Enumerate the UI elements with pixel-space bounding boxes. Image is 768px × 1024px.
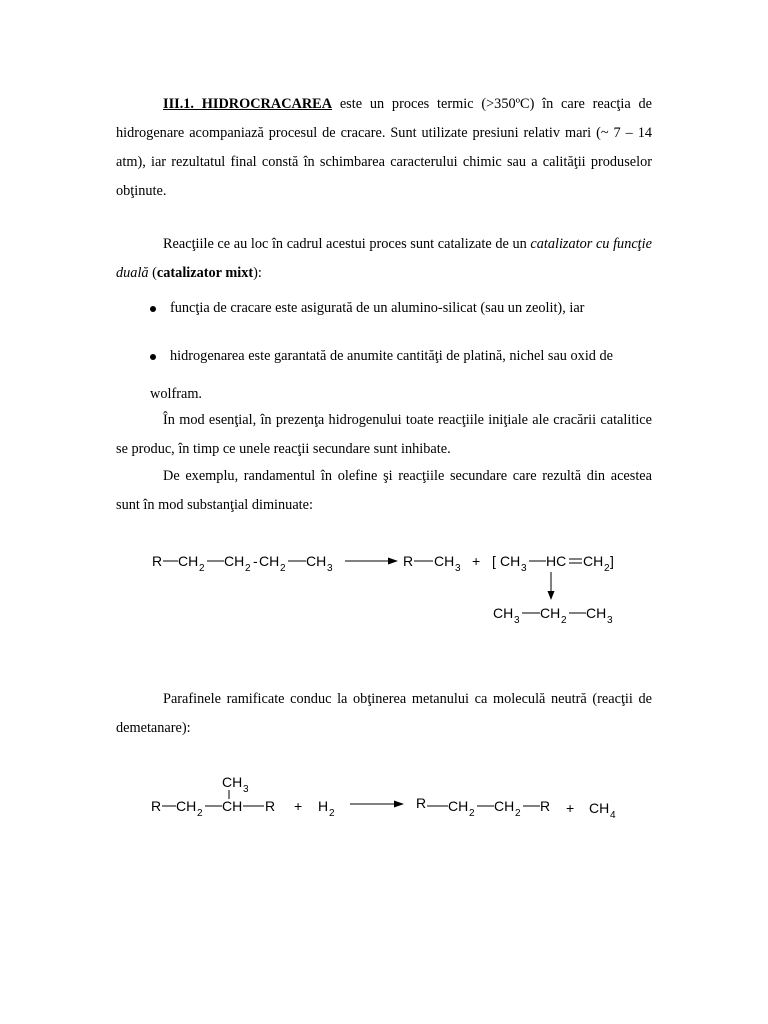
plus-sign: + [472, 553, 481, 569]
paragraph-catalysts [116, 230, 652, 288]
paragraph-text: ( [148, 265, 157, 281]
group-label: CH [583, 553, 604, 569]
group-label: CH [176, 798, 197, 814]
subscript: 2 [197, 808, 203, 819]
paragraph-example: De exemplu, randamentul în olefine şi reacţiile secundare care rezultă din acestea sunt în mod substanţial diminuate: [116, 468, 652, 513]
subscript: 2 [515, 808, 521, 819]
subscript: 3 [514, 615, 520, 626]
atom-label: R [152, 553, 163, 569]
group-label: CH [589, 800, 610, 816]
reaction-scheme-demethanation [0, 765, 768, 825]
subscript: 3 [327, 563, 333, 574]
atom-label: R [151, 798, 162, 814]
paragraph-text: ): [253, 265, 262, 281]
bond-dash: - [253, 553, 258, 569]
italic-term: catalizator cu funcţie duală [116, 236, 652, 281]
section-title: III.1. HIDROCRACAREA [163, 96, 333, 112]
group-label: CH [222, 774, 243, 790]
bullet-icon [150, 306, 156, 312]
paragraph-text: este un proces termic (>350ºC) în care reacţia de hidrogenare acompaniază procesul de cracare. Sunt utilizate presiuni relativ mari (~ 7 – 14 atm), iar rezultatul final constă în schimbarea caracterului chimic sau a calităţii produselor obţinute. [116, 96, 652, 199]
subscript: 3 [521, 563, 527, 574]
list-item-continuation: wolfram. [150, 386, 203, 402]
atom-label: R [540, 798, 551, 814]
group-label: CH [493, 605, 514, 621]
list-item-text: hidrogenarea este garantată de anumite cantităţi de platină, nichel sau oxid de [170, 348, 614, 364]
plus-sign: + [294, 798, 303, 814]
subscript: 2 [245, 563, 251, 574]
atom-label: R [403, 553, 414, 569]
arrow-icon [394, 801, 404, 808]
subscript: 3 [243, 784, 249, 795]
group-label: CH [586, 605, 607, 621]
paragraph-demethanation: Parafinele ramificate conduc la obţinerea metanului ca moleculă neutră (reacţii de demetanare): [116, 691, 652, 736]
plus-sign: + [566, 800, 575, 816]
paragraph-hidrocracarea [116, 90, 652, 206]
subscript: 3 [455, 563, 461, 574]
atom-label: R [416, 795, 427, 811]
subscript: 2 [604, 563, 610, 574]
group-label: CH [540, 605, 561, 621]
bracket: [ [492, 553, 496, 569]
subscript: 2 [469, 808, 475, 819]
subscript: 2 [199, 563, 205, 574]
bullet-icon [150, 354, 156, 360]
subscript: 3 [607, 615, 613, 626]
subscript: 4 [610, 810, 616, 821]
group-label: CH [222, 798, 243, 814]
list-item-text: funcţia de cracare este asigurată de un alumino-silicat (sau un zeolit), iar [170, 300, 585, 316]
paragraph-hydrogen: În mod esenţial, în prezenţa hidrogenului toate reacţiile iniţiale ale cracării catalitice se produc, în timp ce unele reacţii secundare sunt inhibate. [116, 412, 652, 457]
group-label: CH [224, 553, 245, 569]
atom-label: H [318, 798, 329, 814]
paragraph-text: Reacţiile ce au loc în cadrul acestui proces sunt catalizate de un [163, 236, 531, 252]
group-label: CH [448, 798, 469, 814]
group-label: CH [494, 798, 515, 814]
subscript: 2 [329, 808, 335, 819]
group-label: CH [259, 553, 280, 569]
subscript: 2 [561, 615, 567, 626]
atom-label: R [265, 798, 276, 814]
group-label: HC [546, 553, 567, 569]
group-label: CH [500, 553, 521, 569]
group-label: CH [178, 553, 199, 569]
group-label: CH [306, 553, 327, 569]
reaction-scheme-hydrocracking [0, 540, 768, 630]
bracket: ] [610, 553, 614, 569]
arrow-icon [388, 558, 398, 565]
subscript: 2 [280, 563, 286, 574]
arrow-down-icon [548, 591, 555, 600]
bold-term: catalizator mixt [156, 265, 254, 281]
group-label: CH [434, 553, 455, 569]
